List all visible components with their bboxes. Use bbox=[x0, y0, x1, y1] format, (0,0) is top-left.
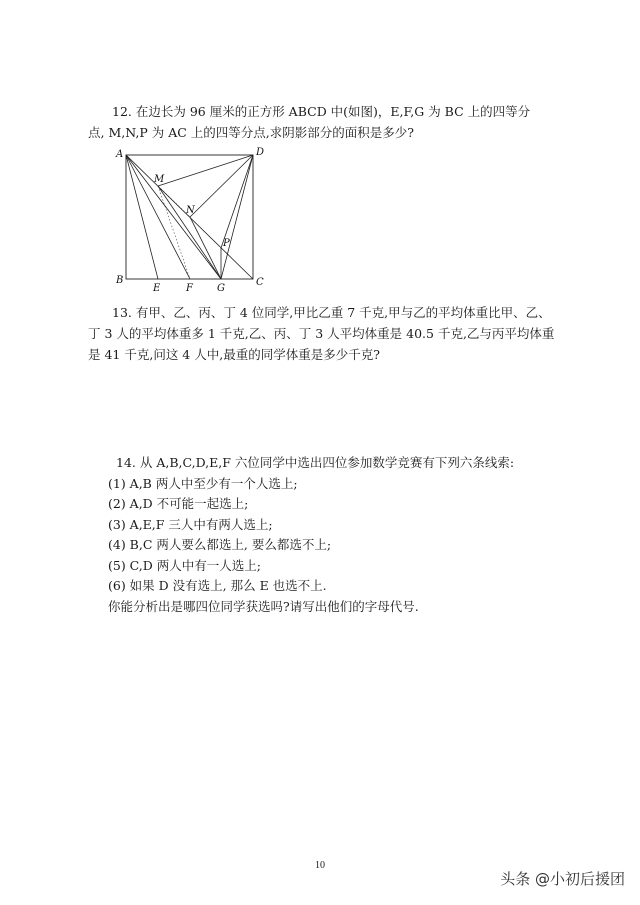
problem-12-line-1: 12. 在边长为 96 厘米的正方形 ABCD 中(如图)，E,F,G 为 BC 上的四等分 bbox=[112, 104, 531, 119]
line-ag bbox=[126, 155, 221, 279]
watermark: 头条 @小初后援团 bbox=[500, 870, 625, 888]
line-dp bbox=[221, 155, 253, 248]
line-dn bbox=[190, 155, 253, 217]
line-dm bbox=[158, 155, 253, 186]
problem-12 bbox=[88, 101, 530, 143]
line-dg bbox=[221, 155, 253, 279]
problem-12-line-2: 点, M,N,P 为 AC 上的四等分点,求阴影部分的面积是多少? bbox=[88, 125, 414, 140]
label-b: B bbox=[116, 275, 124, 286]
label-c: C bbox=[256, 277, 264, 288]
geometry-figure bbox=[108, 145, 268, 295]
clue-4: (4) B,C 两人要么都选上, 要么都选不上; bbox=[108, 537, 332, 552]
page-number: 10 bbox=[315, 860, 325, 871]
line-mg bbox=[158, 186, 221, 279]
label-g: G bbox=[217, 283, 225, 294]
problem-13 bbox=[88, 302, 554, 365]
problem-13-line-3: 是 41 千克,问这 4 人中,最重的同学体重是多少千克? bbox=[88, 347, 380, 362]
label-p: P bbox=[223, 238, 230, 249]
clue-3: (3) A,E,F 三人中有两人选上; bbox=[108, 516, 273, 532]
clue-1: (1) A,B 两人中至少有一个人选上; bbox=[108, 475, 298, 491]
clue-6: (6) 如果 D 没有选上, 那么 E 也选不上. bbox=[108, 578, 327, 593]
problem-14-intro: 14. 从 A,B,C,D,E,F 六位同学中选出四位参加数学竞赛有下列六条线索: bbox=[116, 455, 515, 470]
line-ng bbox=[190, 217, 221, 279]
problem-13-line-1: 13. 有甲、乙、丙、丁 4 位同学,甲比乙重 7 千克,甲与乙的平均体重比甲、乙、 bbox=[112, 305, 551, 320]
label-e: E bbox=[153, 283, 161, 294]
label-a: A bbox=[116, 149, 124, 160]
label-m: M bbox=[154, 174, 165, 185]
clue-5: (5) C,D 两人中有一人选上; bbox=[108, 557, 261, 573]
problem-13-line-2: 丁 3 人的平均体重多 1 千克,乙、丙、丁 3 人平均体重是 40.5 千克,乙与丙平均体重 bbox=[88, 326, 555, 341]
label-f: F bbox=[186, 283, 193, 294]
label-d: D bbox=[256, 147, 265, 158]
problem-14-question: 你能分析出是哪四位同学获选吗?请写出他们的字母代号. bbox=[108, 598, 419, 614]
clue-2: (2) A,D 不可能一起选上; bbox=[108, 496, 249, 511]
problem-14 bbox=[108, 453, 514, 617]
label-n: N bbox=[186, 205, 195, 216]
